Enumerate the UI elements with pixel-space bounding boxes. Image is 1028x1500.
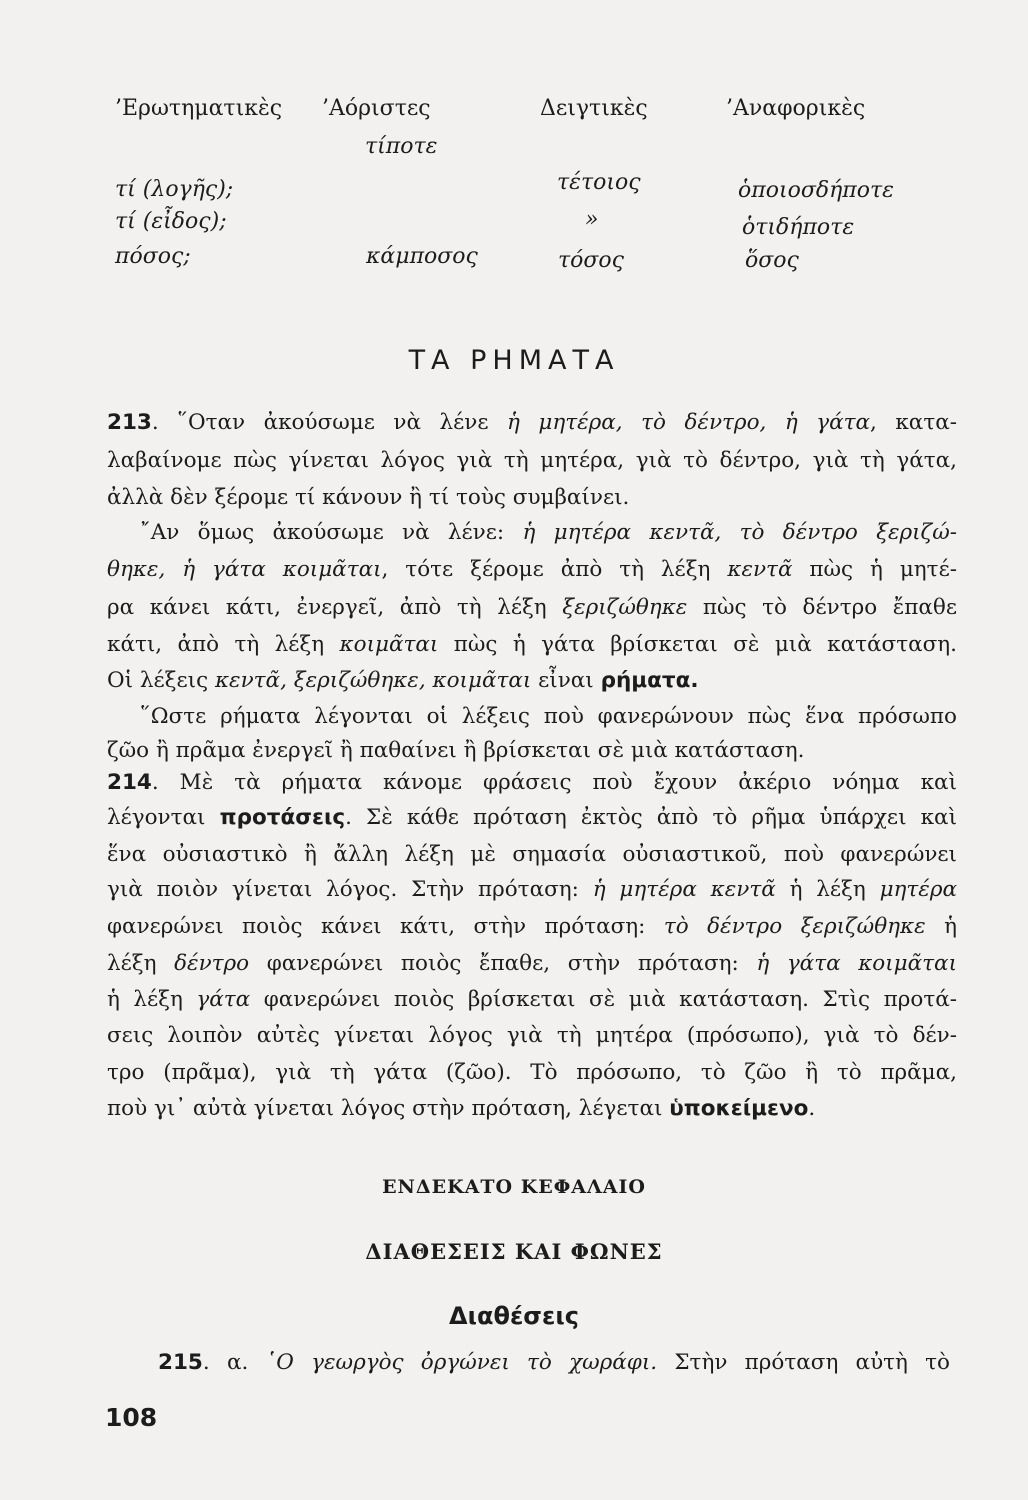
header-indefinite: ’Αόριστες	[322, 96, 431, 121]
text-line: ἕνα οὐσιαστικὸ ἢ ἄλλη λέξη μὲ σημασία οὐσιαστικοῦ, ποὺ φανερώνει	[107, 842, 957, 867]
paragraph-number: 214	[107, 770, 152, 795]
text-line: γιὰ ποιὸν γίνεται λόγος. Στὴν πρόταση: ἡ μητέρα κεντᾶ ἡ λέξη μητέρα	[107, 877, 958, 902]
text-line: 213. ῞Οταν ἀκούσωμε νὰ λένε ἡ μητέρα, τὸ δέντρο, ἡ γάτα, κατα-	[107, 410, 958, 435]
text-line: ῞Ωστε ρήματα λέγονται οἱ λέξεις ποὺ φανερώνουν πὼς ἕνα πρόσωπο	[140, 704, 957, 729]
table-cell: τόσος	[558, 248, 624, 273]
text-line: 214. Μὲ τὰ ρήματα κάνομε φράσεις ποὺ ἔχουν ἀκέριο νόημα καὶ	[107, 770, 957, 795]
text-line: τρο (πρᾶμα), γιὰ τὴ γάτα (ζῶο). Τὸ πρόσωπο, τὸ ζῶο ἢ τὸ πρᾶμα,	[107, 1060, 957, 1085]
header-demonstrative: Δειγτικὲς	[540, 96, 648, 121]
table-cell: ὁποιοσδήποτε	[738, 178, 894, 203]
text-line: ρα κάνει κάτι, ἐνεργεῖ, ἀπὸ τὴ λέξη ξεριζώθηκε πὼς τὸ δέντρο ἔπαθε	[107, 595, 957, 620]
table-cell: ὁτιδήποτε	[742, 215, 855, 240]
chapter-heading: ΕΝΔΕΚΑΤΟ ΚΕΦΑΛΑΙΟ	[382, 1176, 646, 1198]
table-cell: κάμποσος	[366, 244, 478, 269]
table-cell: πόσος;	[115, 244, 191, 269]
text-line: ποὺ γι᾽ αὐτὰ γίνεται λόγος στὴν πρόταση, λέγεται ὑποκείμενο.	[107, 1096, 816, 1121]
text-line: λαβαίνομε πὼς γίνεται λόγος γιὰ τὴ μητέρα, γιὰ τὸ δέντρο, γιὰ τὴ γάτα,	[107, 448, 957, 473]
text-line: θηκε, ἡ γάτα κοιμᾶται, τότε ξέρομε ἀπὸ τὴ λέξη κεντᾶ πὼς ἡ μητέ-	[107, 557, 957, 582]
section-title: ΤΑ ΡΗΜΑΤΑ	[408, 345, 620, 376]
page-number: 108	[105, 1403, 158, 1432]
text-line: Οἱ λέξεις κεντᾶ, ξεριζώθηκε, κοιμᾶται εἶναι ρήματα.	[107, 668, 699, 693]
table-cell: τέτοιος	[557, 170, 641, 195]
text-line: κάτι, ἀπὸ τὴ λέξη κοιμᾶται πὼς ἡ γάτα βρίσκεται σὲ μιὰ κατάσταση.	[107, 632, 957, 657]
paragraph-215: 215. α. ῾Ο γεωργὸς ὀργώνει τὸ χωράφι. Στὴν πρόταση αὐτὴ τὸ	[158, 1350, 950, 1375]
text-line: σεις λοιπὸν αὐτὲς γίνεται λόγος γιὰ τὴ μητέρα (πρόσωπο), γιὰ τὸ δέν-	[107, 1023, 957, 1048]
table-cell: ὅσος	[745, 248, 799, 273]
paragraph-number: 215	[158, 1350, 203, 1375]
header-interrogative: ’Ερωτηματικὲς	[115, 96, 283, 121]
text-line: φανερώνει ποιὸς κάνει κάτι, στὴν πρόταση: τὸ δέντρο ξεριζώθηκε ἡ	[107, 914, 958, 939]
text-line: ἡ λέξη γάτα φανερώνει ποιὸς βρίσκεται σὲ μιὰ κατάσταση. Στὶς προτά-	[107, 987, 957, 1012]
chapter-subtitle: ΔΙΑΘΕΣΕΙΣ ΚΑΙ ΦΩΝΕΣ	[365, 1239, 663, 1264]
text-line: ζῶο ἢ πρᾶμα ἐνεργεῖ ἢ παθαίνει ἢ βρίσκεται σὲ μιὰ κατάσταση.	[107, 738, 805, 763]
text-line: ῎Αν ὅμως ἀκούσωμε νὰ λένε: ἡ μητέρα κεντᾶ, τὸ δέντρο ξεριζώ-	[140, 520, 958, 545]
text-line: λέγονται προτάσεις. Σὲ κάθε πρόταση ἐκτὸς ἀπὸ τὸ ρῆμα ὑπάρχει καὶ	[107, 805, 957, 830]
table-cell: τίποτε	[365, 134, 438, 159]
paragraph-number: 213	[107, 410, 152, 435]
table-cell: »	[585, 207, 599, 232]
header-relative: ’Αναφορικὲς	[726, 96, 866, 121]
table-cell: τί (εἶδος);	[115, 209, 227, 234]
table-cell: τί (λογῆς);	[115, 177, 234, 202]
text-line: ἀλλὰ δὲν ξέρομε τί κάνουν ἢ τί τοὺς συμβαίνει.	[107, 485, 630, 510]
text-line: λέξη δέντρο φανερώνει ποιὸς ἔπαθε, στὴν πρόταση: ἡ γάτα κοιμᾶται	[107, 951, 958, 976]
subsection-heading: Διαθέσεις	[449, 1302, 579, 1330]
